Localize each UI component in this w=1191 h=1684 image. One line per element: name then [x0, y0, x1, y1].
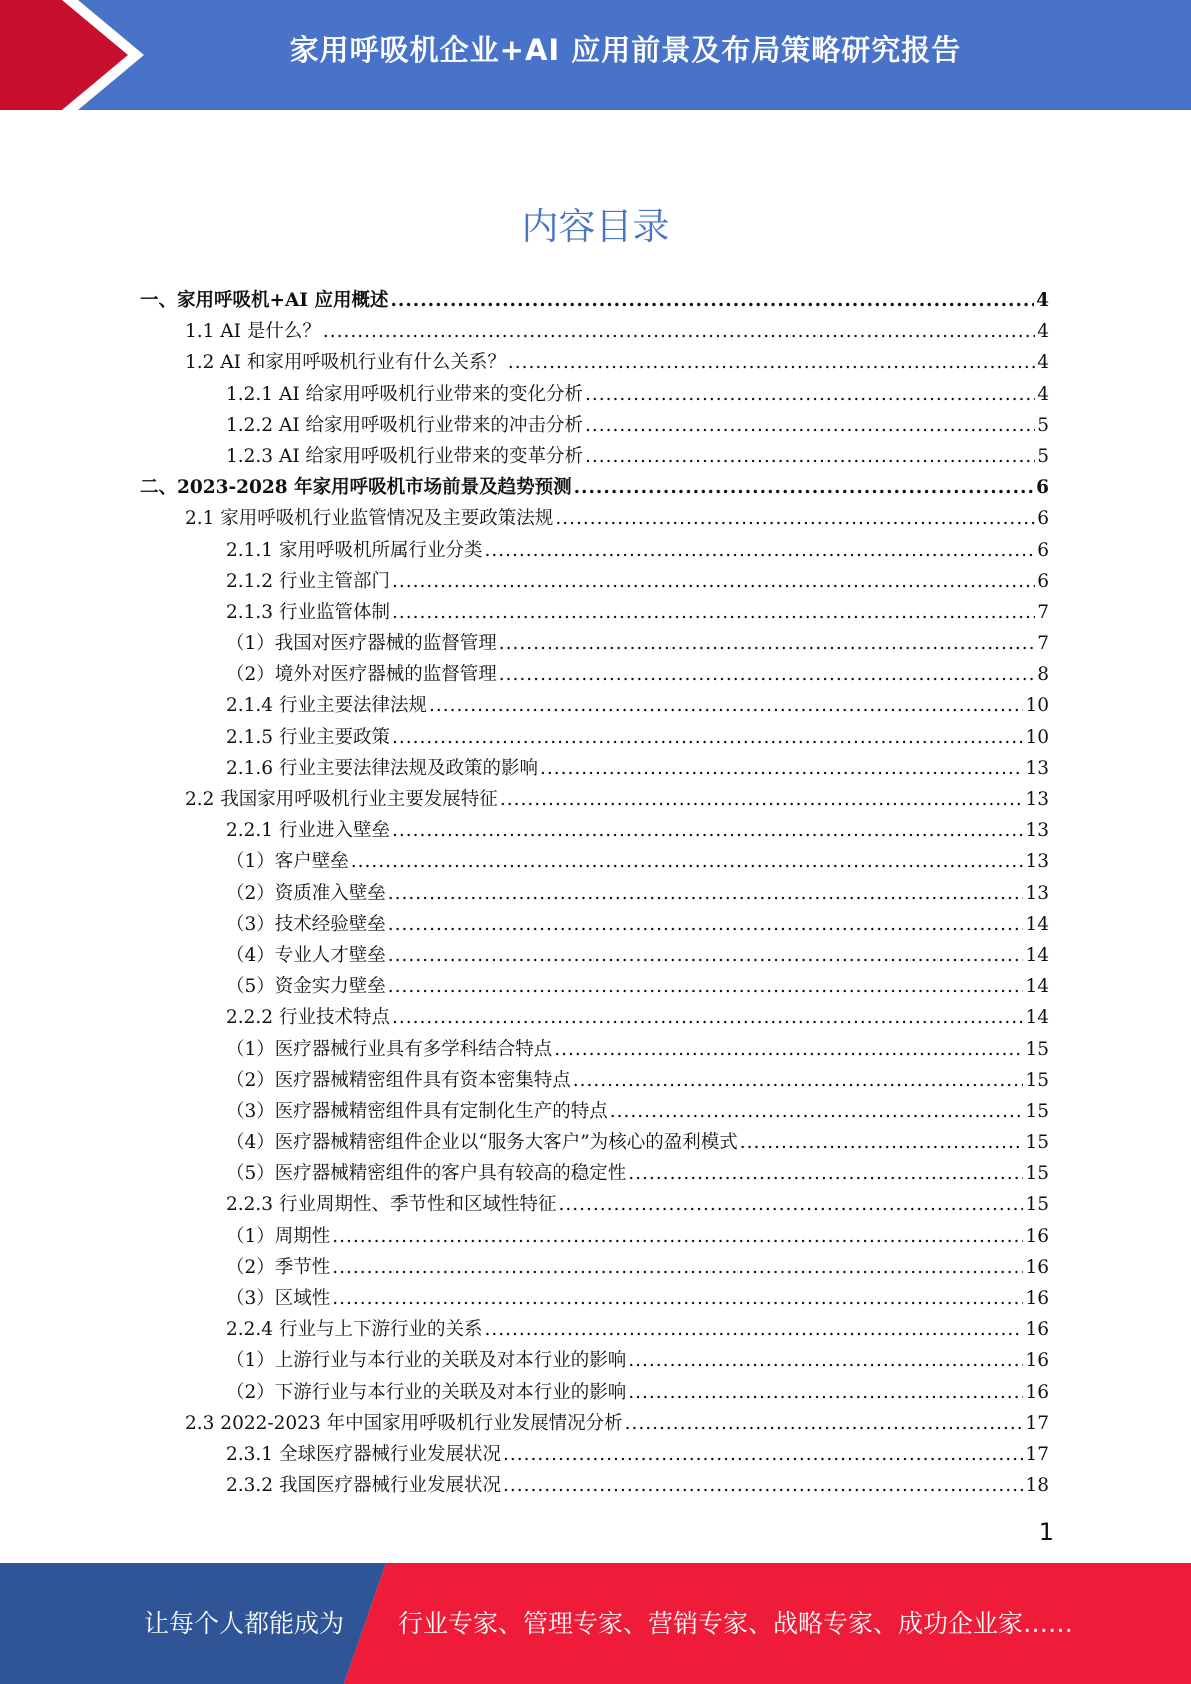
- toc-dot-leader: [503, 1439, 1023, 1470]
- toc-entry[interactable]: [140, 940, 1049, 971]
- toc-entry-label: 2.1.4 行业主要法律法规: [226, 695, 427, 717]
- toc-entry-page: 16: [1025, 1381, 1049, 1403]
- toc-entry[interactable]: [140, 971, 1049, 1002]
- toc-dot-leader: [554, 1034, 1023, 1065]
- table-of-contents: [140, 285, 1049, 1501]
- toc-dot-leader: [503, 1470, 1023, 1501]
- toc-entry-page: 4: [1037, 383, 1049, 405]
- toc-entry-page: 14: [1025, 944, 1049, 966]
- toc-entry-label: （1）客户壁垒: [226, 851, 349, 873]
- toc-entry-page: 4: [1037, 352, 1049, 374]
- toc-dot-leader: [388, 909, 1024, 940]
- toc-entry-label: 2.2.3 行业周期性、季节性和区域性特征: [226, 1194, 557, 1216]
- toc-dot-leader: [500, 784, 1024, 815]
- toc-entry[interactable]: [140, 1314, 1049, 1345]
- toc-entry-label: （1）我国对医疗器械的监督管理: [226, 633, 497, 655]
- toc-dot-leader: [628, 1377, 1023, 1408]
- toc-entry-label: 1.2 AI 和家用呼吸机行业有什么关系？: [185, 352, 506, 374]
- toc-dot-leader: [555, 503, 1035, 534]
- toc-entry[interactable]: [140, 503, 1049, 534]
- toc-dot-leader: [332, 1221, 1023, 1252]
- toc-entry[interactable]: [140, 1034, 1049, 1065]
- toc-dot-leader: [388, 940, 1024, 971]
- toc-entry[interactable]: [140, 285, 1049, 316]
- toc-dot-leader: [508, 347, 1035, 378]
- toc-entry-page: 7: [1037, 601, 1049, 623]
- toc-dot-leader: [740, 1127, 1024, 1158]
- toc-dot-leader: [429, 690, 1023, 721]
- toc-dot-leader: [390, 285, 1034, 316]
- footer-band: [0, 1563, 1191, 1684]
- toc-entry-label: 2.2 我国家用呼吸机行业主要发展特征: [185, 789, 498, 810]
- toc-entry-label: 1.1 AI 是什么？: [185, 321, 321, 343]
- toc-entry[interactable]: [140, 410, 1049, 441]
- toc-entry[interactable]: [140, 379, 1049, 410]
- toc-entry[interactable]: [140, 1127, 1049, 1158]
- toc-dot-leader: [392, 1002, 1023, 1033]
- toc-dot-leader: [499, 659, 1035, 690]
- toc-dot-leader: [585, 441, 1035, 472]
- toc-heading: 内容目录: [521, 205, 670, 248]
- toc-entry[interactable]: [140, 690, 1049, 721]
- toc-entry-page: 4: [1037, 321, 1049, 343]
- toc-entry-page: 16: [1025, 1225, 1049, 1247]
- toc-entry-page: 17: [1025, 1443, 1049, 1465]
- toc-entry-label: （2）医疗器械精密组件具有资本密集特点: [226, 1069, 571, 1091]
- toc-entry-label: （2）境外对医疗器械的监督管理: [226, 664, 497, 686]
- toc-dot-leader: [574, 472, 1035, 503]
- toc-dot-leader: [499, 628, 1035, 659]
- toc-entry-page: 6: [1037, 539, 1049, 561]
- toc-entry-page: 7: [1037, 633, 1049, 655]
- toc-entry-label: 1.2.1 AI 给家用呼吸机行业带来的变化分析: [226, 383, 584, 405]
- toc-entry-label: （2）下游行业与本行业的关联及对本行业的影响: [226, 1381, 627, 1403]
- toc-entry[interactable]: [140, 1096, 1049, 1127]
- toc-entry-page: 16: [1025, 1288, 1049, 1309]
- toc-entry[interactable]: [140, 784, 1049, 815]
- toc-entry[interactable]: [140, 347, 1049, 378]
- toc-entry[interactable]: [140, 815, 1049, 846]
- toc-entry-label: 2.1.6 行业主要法律法规及政策的影响: [226, 757, 538, 779]
- toc-dot-leader: [625, 1408, 1024, 1439]
- toc-entry-page: 13: [1025, 851, 1049, 873]
- toc-dot-leader: [628, 1158, 1023, 1189]
- toc-entry[interactable]: [140, 878, 1049, 909]
- toc-entry-page: 16: [1025, 1319, 1049, 1341]
- toc-dot-leader: [540, 753, 1023, 784]
- footer-slogan-right: 行业专家、管理专家、营销专家、战略专家、成功企业家……: [398, 1609, 1074, 1638]
- toc-entry[interactable]: [140, 753, 1049, 784]
- toc-entry-label: 2.1.5 行业主要政策: [226, 726, 390, 748]
- toc-entry[interactable]: [140, 1189, 1049, 1220]
- toc-dot-leader: [610, 1096, 1024, 1127]
- toc-entry-page: 15: [1025, 1194, 1049, 1216]
- toc-entry-label: （3）医疗器械精密组件具有定制化生产的特点: [226, 1100, 608, 1122]
- toc-dot-leader: [388, 878, 1024, 909]
- toc-entry-page: 15: [1025, 1069, 1049, 1091]
- toc-entry-label: （2）季节性: [226, 1256, 331, 1278]
- toc-entry[interactable]: [140, 628, 1049, 659]
- toc-dot-leader: [351, 846, 1024, 877]
- toc-entry-page: 13: [1025, 757, 1049, 779]
- toc-entry-label: 1.2.3 AI 给家用呼吸机行业带来的变革分析: [226, 445, 584, 467]
- toc-dot-leader: [585, 410, 1035, 441]
- toc-dot-leader: [332, 1252, 1023, 1283]
- toc-entry-label: 1.2.2 AI 给家用呼吸机行业带来的冲击分析: [226, 414, 584, 436]
- toc-entry-page: 14: [1025, 913, 1049, 935]
- toc-entry-page: 16: [1025, 1350, 1049, 1372]
- toc-entry[interactable]: [140, 1158, 1049, 1189]
- toc-entry-page: 13: [1025, 820, 1049, 842]
- toc-entry-page: 6: [1036, 477, 1049, 499]
- toc-entry-label: 2.1 家用呼吸机行业监管情况及主要政策法规: [185, 508, 554, 530]
- toc-entry-label: 2.1.1 家用呼吸机所属行业分类: [226, 539, 483, 561]
- toc-entry-page: 10: [1025, 726, 1049, 748]
- toc-entry[interactable]: [140, 659, 1049, 690]
- toc-entry-label: （1）医疗器械行业具有多学科结合特点: [226, 1038, 553, 1060]
- toc-entry-label: （4）医疗器械精密组件企业以“服务大客户”为核心的盈利模式: [226, 1132, 738, 1154]
- toc-entry[interactable]: [140, 909, 1049, 940]
- page-number: 1: [1038, 1518, 1054, 1546]
- toc-entry-label: 二、2023-2028 年家用呼吸机市场前景及趋势预测: [140, 477, 572, 499]
- toc-dot-leader: [388, 971, 1024, 1002]
- toc-entry-page: 15: [1025, 1038, 1049, 1060]
- toc-entry[interactable]: [140, 1345, 1049, 1376]
- toc-entry-label: 2.3.1 全球医疗器械行业发展状况: [226, 1443, 501, 1465]
- toc-entry[interactable]: [140, 1470, 1049, 1501]
- toc-entry-label: 2.2.2 行业技术特点: [226, 1007, 390, 1029]
- toc-dot-leader: [573, 1065, 1024, 1096]
- toc-entry-label: 2.1.2 行业主管部门: [226, 570, 390, 592]
- toc-entry-label: （2）资质准入壁垒: [226, 882, 386, 904]
- toc-entry[interactable]: [140, 597, 1049, 628]
- toc-dot-leader: [392, 566, 1035, 597]
- toc-entry-page: 18: [1025, 1475, 1049, 1497]
- toc-entry[interactable]: [140, 1221, 1049, 1252]
- toc-dot-leader: [392, 815, 1023, 846]
- toc-entry-page: 8: [1037, 664, 1049, 686]
- toc-entry[interactable]: [140, 1002, 1049, 1033]
- toc-dot-leader: [323, 316, 1035, 347]
- toc-entry-page: 6: [1037, 508, 1049, 530]
- toc-entry[interactable]: [140, 1408, 1049, 1439]
- toc-entry-page: 10: [1025, 695, 1049, 717]
- toc-dot-leader: [484, 1314, 1023, 1345]
- toc-entry[interactable]: [140, 1377, 1049, 1408]
- toc-entry-page: 4: [1036, 290, 1049, 311]
- toc-entry-label: （5）资金实力壁垒: [226, 976, 386, 998]
- toc-entry[interactable]: [140, 1252, 1049, 1283]
- toc-entry[interactable]: [140, 535, 1049, 566]
- toc-entry-page: 17: [1025, 1412, 1049, 1434]
- toc-entry-label: （3）技术经验壁垒: [226, 913, 386, 935]
- toc-entry-label: 一、家用呼吸机+AI 应用概述: [140, 290, 389, 311]
- toc-entry-page: 16: [1025, 1256, 1049, 1278]
- toc-entry-label: （4）专业人才壁垒: [226, 944, 386, 966]
- toc-entry-label: 2.3 2022-2023 年中国家用呼吸机行业发展情况分析: [185, 1412, 623, 1434]
- toc-entry-page: 15: [1025, 1100, 1049, 1122]
- toc-entry-label: （3）区域性: [226, 1288, 331, 1309]
- toc-entry-page: 15: [1025, 1163, 1049, 1185]
- toc-entry-page: 13: [1025, 789, 1049, 810]
- toc-entry-label: 2.1.3 行业监管体制: [226, 601, 390, 623]
- toc-entry-label: 2.2.4 行业与上下游行业的关系: [226, 1319, 483, 1341]
- toc-dot-leader: [484, 535, 1035, 566]
- toc-dot-leader: [392, 722, 1023, 753]
- footer-slogan-left: 让每个人都能成为: [144, 1609, 345, 1638]
- toc-entry[interactable]: [140, 1283, 1049, 1314]
- toc-entry[interactable]: [140, 472, 1049, 503]
- toc-dot-leader: [558, 1189, 1023, 1220]
- toc-entry[interactable]: [140, 441, 1049, 472]
- toc-entry-label: （1）周期性: [226, 1225, 331, 1247]
- report-title: 家用呼吸机企业+AI 应用前景及布局策略研究报告: [289, 33, 962, 67]
- toc-entry[interactable]: [140, 316, 1049, 347]
- toc-entry[interactable]: [140, 722, 1049, 753]
- toc-entry-page: 5: [1037, 445, 1049, 467]
- toc-entry[interactable]: [140, 1439, 1049, 1470]
- toc-entry[interactable]: [140, 566, 1049, 597]
- toc-entry-page: 5: [1037, 414, 1049, 436]
- toc-dot-leader: [332, 1283, 1023, 1314]
- toc-entry[interactable]: [140, 1065, 1049, 1096]
- header-band: [0, 0, 1191, 110]
- toc-entry-page: 15: [1025, 1132, 1049, 1154]
- toc-dot-leader: [628, 1345, 1023, 1376]
- toc-entry-label: （1）上游行业与本行业的关联及对本行业的影响: [226, 1350, 627, 1372]
- toc-entry[interactable]: [140, 846, 1049, 877]
- toc-entry-label: 2.2.1 行业进入壁垒: [226, 820, 390, 842]
- toc-entry-page: 6: [1037, 570, 1049, 592]
- toc-dot-leader: [585, 379, 1035, 410]
- toc-dot-leader: [392, 597, 1035, 628]
- toc-entry-page: 14: [1025, 976, 1049, 998]
- toc-entry-page: 13: [1025, 882, 1049, 904]
- toc-entry-label: 2.3.2 我国医疗器械行业发展状况: [226, 1475, 501, 1497]
- toc-entry-label: （5）医疗器械精密组件的客户具有较高的稳定性: [226, 1163, 627, 1185]
- header-chevron-logo: [0, 0, 160, 110]
- toc-entry-page: 14: [1025, 1007, 1049, 1029]
